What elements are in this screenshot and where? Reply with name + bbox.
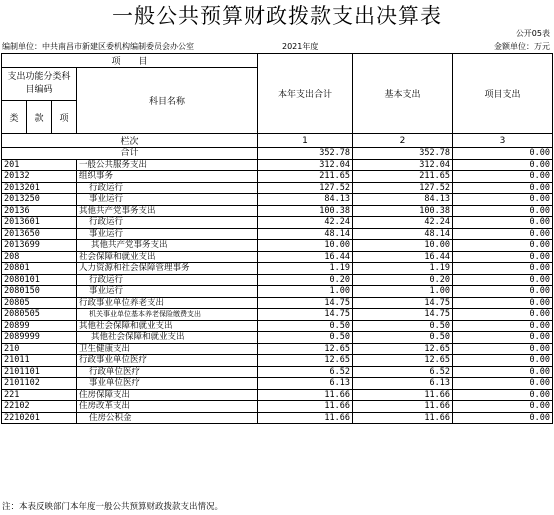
header-lanci: 栏次 [2,134,258,148]
row-code: 20899 [2,320,77,332]
row-v2: 11.66 [353,401,453,413]
row-v2: 14.75 [353,309,453,321]
table-row [2,355,553,367]
table-row [2,320,553,332]
header-kuan: 款 [27,101,52,134]
row-v1: 312.04 [258,159,353,171]
row-v3: 0.00 [453,412,553,424]
table-row [2,182,553,194]
row-v3: 0.00 [453,320,553,332]
row-v1: 1.19 [258,263,353,275]
row-name: 机关事业单位基本养老保险缴费支出 [77,309,258,321]
row-code: 2013699 [2,240,77,252]
row-v3: 0.00 [453,251,553,263]
row-v3: 0.00 [453,159,553,171]
row-v2: 312.04 [353,159,453,171]
row-name: 人力资源和社会保障管理事务 [77,263,258,275]
row-v3: 0.00 [453,171,553,183]
row-code: 2013601 [2,217,77,229]
row-name: 行政事业单位养老支出 [77,297,258,309]
row-v2: 84.13 [353,194,453,206]
row-v2: 11.66 [353,412,453,424]
row-v1: 10.00 [258,240,353,252]
table-row [2,159,553,171]
header-item: 项 目 [2,54,258,68]
table-row [2,240,553,252]
table-row [2,309,553,321]
row-v1: 0.50 [258,320,353,332]
table-row [2,251,553,263]
footnote: 注：本表反映部门本年度一般公共预算财政拨款支出情况。 [2,502,224,512]
row-v3: 0.00 [453,366,553,378]
total-v1: 352.78 [258,148,353,160]
row-name: 行政事业单位医疗 [77,355,258,367]
row-code: 2013201 [2,182,77,194]
row-v3: 0.00 [453,355,553,367]
row-v2: 0.20 [353,274,453,286]
row-name: 事业运行 [77,194,258,206]
row-v1: 0.50 [258,332,353,344]
total-label: 合计 [2,148,258,160]
row-name: 事业运行 [77,228,258,240]
year-label: 2021年度 [282,42,319,51]
row-v1: 211.65 [258,171,353,183]
row-code: 2210201 [2,412,77,424]
row-name: 住房保障支出 [77,389,258,401]
table-row [2,297,553,309]
row-v3: 0.00 [453,378,553,390]
row-v2: 0.50 [353,320,453,332]
header-project-exp: 项目支出 [453,54,553,134]
row-code: 22102 [2,401,77,413]
row-v2: 10.00 [353,240,453,252]
row-v2: 0.50 [353,332,453,344]
row-v1: 42.24 [258,217,353,229]
col-2: 2 [353,134,453,148]
row-code: 20801 [2,263,77,275]
table-row [2,332,553,344]
row-v2: 48.14 [353,228,453,240]
row-v2: 42.24 [353,217,453,229]
row-v2: 1.00 [353,286,453,298]
row-v2: 6.13 [353,378,453,390]
row-v2: 6.52 [353,366,453,378]
row-v1: 12.65 [258,343,353,355]
row-v1: 100.38 [258,205,353,217]
row-v1: 11.66 [258,401,353,413]
row-v3: 0.00 [453,182,553,194]
header-xiang: 项 [52,101,77,134]
table-row [2,378,553,390]
row-name: 事业运行 [77,286,258,298]
row-v3: 0.00 [453,309,553,321]
row-v1: 1.00 [258,286,353,298]
row-v1: 11.66 [258,389,353,401]
row-code: 20805 [2,297,77,309]
header-name-label: 科目名称 [77,68,258,134]
row-name: 一般公共服务支出 [77,159,258,171]
total-v2: 352.78 [353,148,453,160]
header-code-label: 支出功能分类科目编码 [2,68,77,101]
row-v2: 12.65 [353,355,453,367]
table-row [2,412,553,424]
row-name: 行政运行 [77,274,258,286]
table-row [2,366,553,378]
row-code: 210 [2,343,77,355]
row-name: 其他共产党事务支出 [77,205,258,217]
header-total-exp: 本年支出合计 [258,54,353,134]
row-name: 事业单位医疗 [77,378,258,390]
row-name: 住房改革支出 [77,401,258,413]
row-v3: 0.00 [453,343,553,355]
expenditure-table [1,53,553,424]
row-v2: 100.38 [353,205,453,217]
table-row [2,194,553,206]
row-v1: 48.14 [258,228,353,240]
col-3: 3 [453,134,553,148]
row-v3: 0.00 [453,240,553,252]
row-v2: 16.44 [353,251,453,263]
unit-label: 编制单位：中共南昌市新建区委机构编制委员会办公室 [2,42,194,51]
table-row [2,343,553,355]
row-v3: 0.00 [453,263,553,275]
col-1: 1 [258,134,353,148]
table-code: 公开05表 [515,29,550,38]
row-v2: 1.19 [353,263,453,275]
table-row [2,217,553,229]
row-name: 行政运行 [77,182,258,194]
row-v1: 84.13 [258,194,353,206]
row-name: 行政运行 [77,217,258,229]
row-code: 208 [2,251,77,263]
row-name: 住房公积金 [77,412,258,424]
row-v3: 0.00 [453,286,553,298]
row-name: 其他社会保障和就业支出 [77,332,258,344]
row-v3: 0.00 [453,194,553,206]
row-code: 20136 [2,205,77,217]
header-lei: 类 [2,101,27,134]
row-code: 20132 [2,171,77,183]
row-v3: 0.00 [453,205,553,217]
row-v1: 14.75 [258,297,353,309]
row-code: 2080150 [2,286,77,298]
table-row [2,171,553,183]
row-code: 2089999 [2,332,77,344]
row-v1: 12.65 [258,355,353,367]
row-v1: 0.20 [258,274,353,286]
total-v3: 0.00 [453,148,553,160]
money-unit: 金额单位：万元 [494,42,550,51]
row-v2: 11.66 [353,389,453,401]
row-v2: 12.65 [353,343,453,355]
row-code: 2101101 [2,366,77,378]
table-row [2,401,553,413]
row-v3: 0.00 [453,332,553,344]
row-v2: 14.75 [353,297,453,309]
row-v1: 6.13 [258,378,353,390]
row-code: 2013650 [2,228,77,240]
table-row [2,389,553,401]
row-v3: 0.00 [453,228,553,240]
table-row [2,228,553,240]
row-code: 2080505 [2,309,77,321]
row-v1: 127.52 [258,182,353,194]
row-name: 卫生健康支出 [77,343,258,355]
row-code: 21011 [2,355,77,367]
row-code: 201 [2,159,77,171]
row-v3: 0.00 [453,389,553,401]
table-row [2,263,553,275]
row-name: 其他共产党事务支出 [77,240,258,252]
row-name: 组织事务 [77,171,258,183]
row-code: 221 [2,389,77,401]
row-v3: 0.00 [453,297,553,309]
row-code: 2101102 [2,378,77,390]
row-v1: 16.44 [258,251,353,263]
row-v3: 0.00 [453,274,553,286]
table-row [2,274,553,286]
row-v2: 211.65 [353,171,453,183]
header-basic-exp: 基本支出 [353,54,453,134]
row-name: 社会保障和就业支出 [77,251,258,263]
row-v3: 0.00 [453,217,553,229]
row-code: 2013250 [2,194,77,206]
row-v1: 6.52 [258,366,353,378]
page-title: 一般公共预算财政拨款支出决算表 [112,4,442,28]
row-v2: 127.52 [353,182,453,194]
row-name: 其他社会保障和就业支出 [77,320,258,332]
row-v3: 0.00 [453,401,553,413]
table-row [2,205,553,217]
row-v1: 14.75 [258,309,353,321]
row-name: 行政单位医疗 [77,366,258,378]
row-code: 2080101 [2,274,77,286]
table-row [2,286,553,298]
row-v1: 11.66 [258,412,353,424]
